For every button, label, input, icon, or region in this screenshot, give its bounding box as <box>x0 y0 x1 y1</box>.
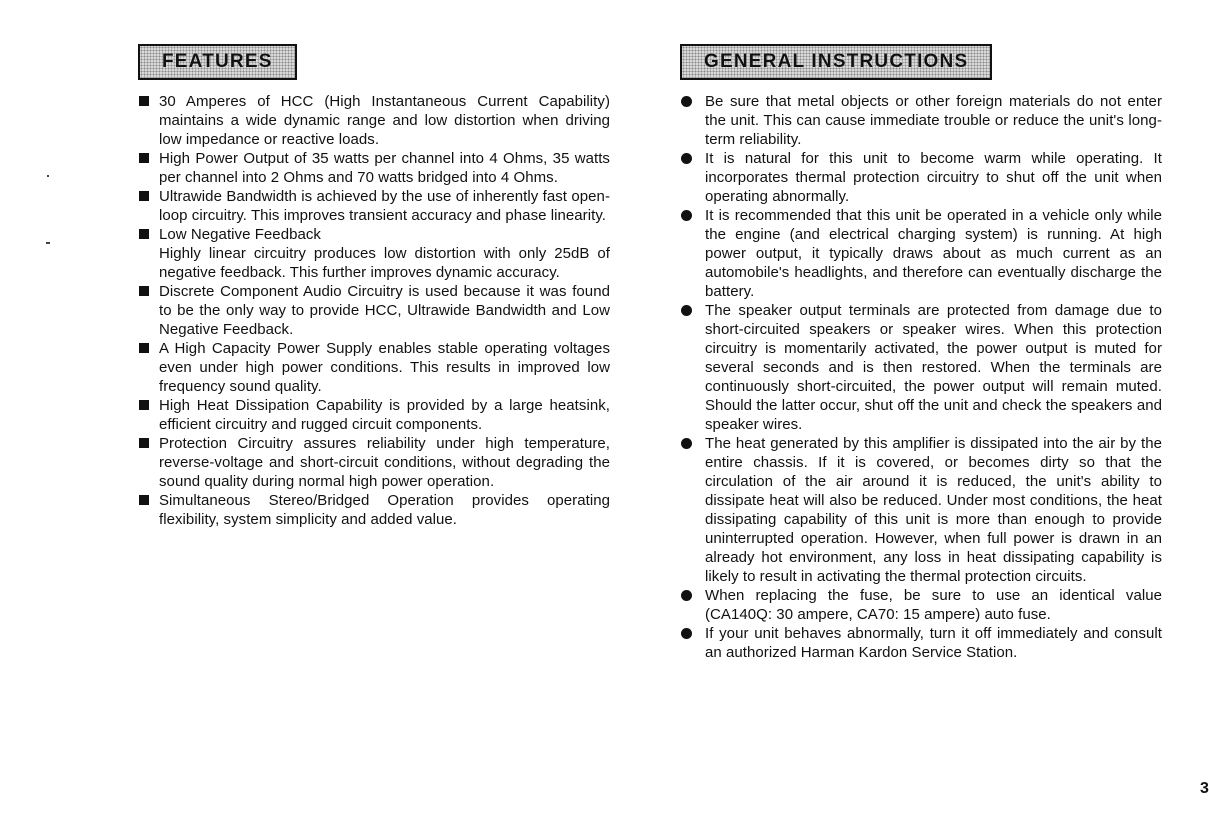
instructions-list <box>680 92 1162 662</box>
square-bullet-icon <box>139 229 149 239</box>
instruction-text: It is natural for this unit to become warm while operating. It incorporates thermal protection circuitry to shut off the unit when operating abnormally. <box>705 150 1162 205</box>
square-bullet-icon <box>139 343 149 353</box>
instruction-text: When replacing the fuse, be sure to use an identical value (CA140Q: 30 ampere, CA70: 15 ampere) auto fuse. <box>705 587 1162 623</box>
instruction-item <box>680 206 1162 301</box>
round-bullet-icon <box>681 96 692 107</box>
instruction-item <box>680 301 1162 434</box>
feature-text: A High Capacity Power Supply enables stable operating voltages even under high power conditions. This results in improved low frequency sound quality. <box>159 340 610 395</box>
features-section <box>138 44 610 529</box>
square-bullet-icon <box>139 191 149 201</box>
feature-item <box>138 282 610 339</box>
square-bullet-icon <box>139 400 149 410</box>
round-bullet-icon <box>681 153 692 164</box>
instruction-text: The heat generated by this amplifier is dissipated into the air by the entire chassis. If it is covered, or becomes dirty so that the circulation of the air around it is reduced, the unit's ability to dissipate heat will also be reduced. Under most conditions, the heat dissipating capability of this unit is more than enough to provide uninterrupted operation. However, when full power is drawn in an already hot environment, any loss in heat dissipating capability is likely to result in activating the thermal protection circuits. <box>705 435 1162 585</box>
instruction-text: Be sure that metal objects or other foreign materials do not enter the unit. This can cause immediate trouble or reduce the unit's long-term reliability. <box>705 93 1162 148</box>
feature-text: Discrete Component Audio Circuitry is used because it was found to be the only way to provide HCC, Ultrawide Bandwidth and Low Negative Feedback. <box>159 283 610 338</box>
features-heading: FEATURES <box>162 51 273 72</box>
instruction-item <box>680 624 1162 662</box>
page-number: 3 <box>1200 780 1209 797</box>
square-bullet-icon <box>139 153 149 163</box>
instruction-item <box>680 92 1162 149</box>
feature-text: Simultaneous Stereo/Bridged Operation provides operating flexibility, system simplicity and added value. <box>159 492 610 528</box>
square-bullet-icon <box>139 96 149 106</box>
instruction-item <box>680 149 1162 206</box>
features-list <box>138 92 610 529</box>
feature-item <box>138 434 610 491</box>
round-bullet-icon <box>681 210 692 221</box>
instruction-text: The speaker output terminals are protected from damage due to short-circuited speakers or speaker wires. When this protection circuitry is momentarily activated, the power output is muted for several seconds and is then restored. When the terminals are continuously short-circuited, the power output will remain muted. Should the latter occur, shut off the unit and check the speakers and speaker wires. <box>705 302 1162 433</box>
instruction-item <box>680 586 1162 624</box>
round-bullet-icon <box>681 590 692 601</box>
general-instructions-section <box>680 44 1162 662</box>
feature-text: Protection Circuitry assures reliability under high temperature, reverse-voltage and short-circuit conditions, without degrading the sound quality during normal high power operation. <box>159 435 610 490</box>
instructions-heading: GENERAL INSTRUCTIONS <box>704 51 969 72</box>
instruction-item <box>680 434 1162 586</box>
instruction-text: It is recommended that this unit be operated in a vehicle only while the engine (and electrical charging system) is running. At high power output, it typically draws about as much current as an automobile's headlights, and therefore can eventually discharge the battery. <box>705 207 1162 300</box>
square-bullet-icon <box>139 286 149 296</box>
square-bullet-icon <box>139 438 149 448</box>
instruction-text: If your unit behaves abnormally, turn it off immediately and consult an authorized Harman Kardon Service Station. <box>705 625 1162 661</box>
square-bullet-icon <box>139 495 149 505</box>
feature-item <box>138 225 610 282</box>
feature-item <box>138 396 610 434</box>
features-heading-box <box>138 44 297 80</box>
round-bullet-icon <box>681 628 692 639</box>
feature-text: 30 Amperes of HCC (High Instantaneous Current Capability) maintains a wide dynamic range and low distortion when driving low impedance or reactive loads. <box>159 93 610 148</box>
round-bullet-icon <box>681 305 692 316</box>
feature-item <box>138 92 610 149</box>
feature-item <box>138 149 610 187</box>
feature-text: Ultrawide Bandwidth is achieved by the use of inherently fast open-loop circuitry. This improves transient accuracy and phase linearity. <box>159 188 610 224</box>
margin-speck <box>46 242 50 244</box>
feature-item <box>138 491 610 529</box>
instructions-heading-box <box>680 44 992 80</box>
feature-text: High Power Output of 35 watts per channel into 4 Ohms, 35 watts per channel into 2 Ohms and 70 watts bridged into 4 Ohms. <box>159 150 610 186</box>
round-bullet-icon <box>681 438 692 449</box>
feature-item <box>138 187 610 225</box>
feature-text: High Heat Dissipation Capability is provided by a large heatsink, efficient circuitry and rugged circuit components. <box>159 397 610 433</box>
feature-item <box>138 339 610 396</box>
margin-speck <box>47 175 49 177</box>
feature-text: Low Negative Feedback Highly linear circuitry produces low distortion with only 25dB of negative feedback. This further improves dynamic accuracy. <box>159 226 610 281</box>
